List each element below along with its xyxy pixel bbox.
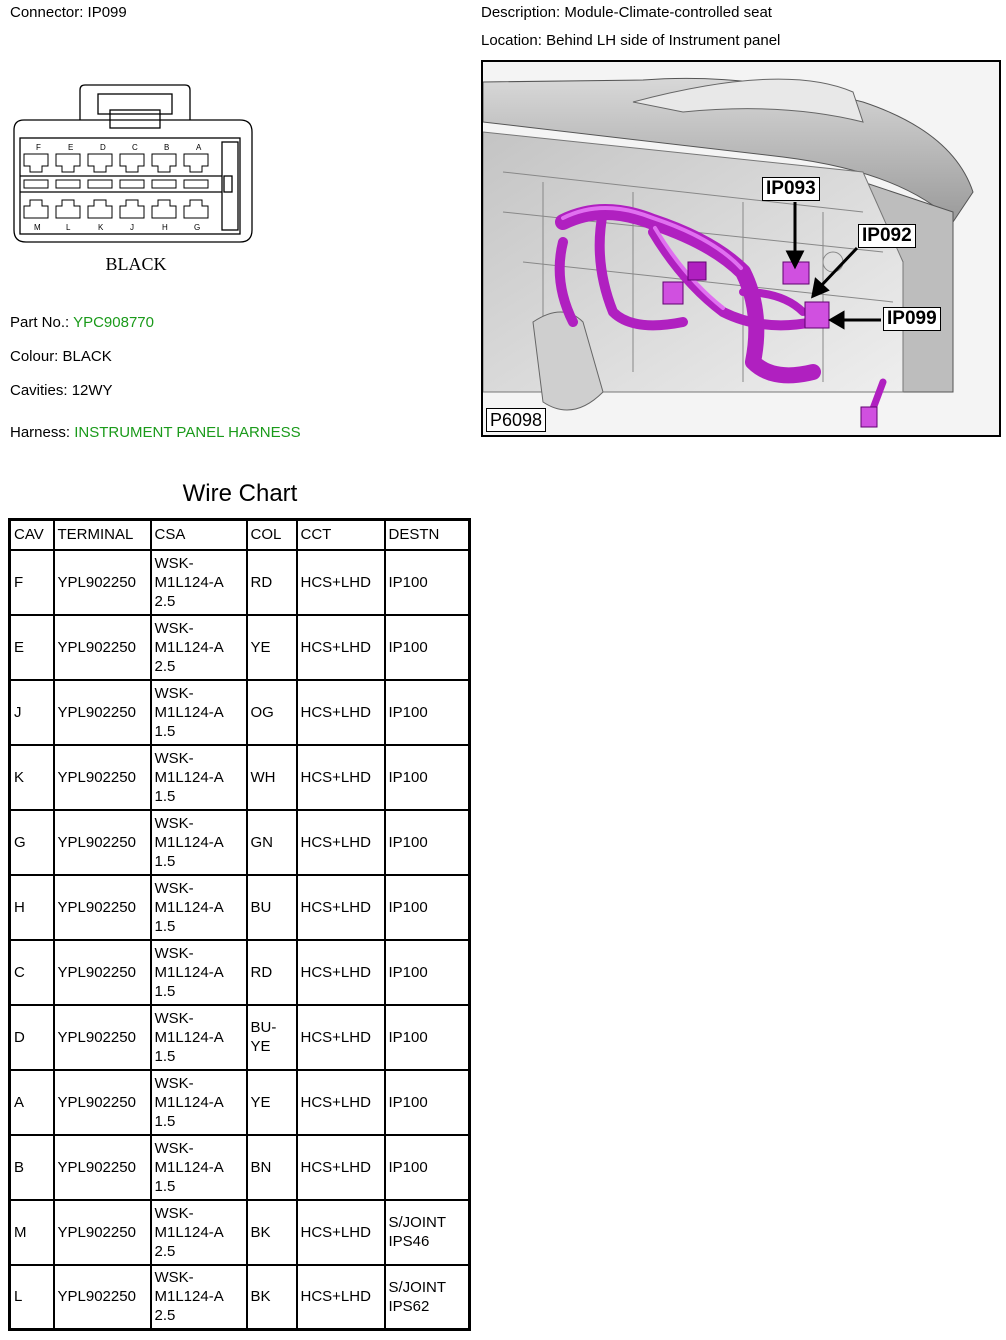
csa-line: M1L124-A: [154, 1223, 224, 1241]
cell-col: OG: [247, 680, 297, 745]
csa-line: 2.5: [154, 1307, 176, 1325]
cell-terminal: YPL902250: [54, 940, 151, 1005]
description-line: [481, 4, 772, 22]
csa-line: 2.5: [154, 592, 176, 610]
header-cct: CCT: [297, 520, 385, 550]
header-terminal: TERMINAL: [54, 520, 151, 550]
cell-cct: HCS+LHD: [297, 1200, 385, 1265]
table-row: [10, 1200, 470, 1265]
pin-letter-top: A: [196, 143, 202, 152]
cell-destn: [385, 810, 470, 875]
cell-cav: J: [10, 680, 54, 745]
part-no-label: Part No.:: [10, 314, 70, 331]
cell-destn: [385, 940, 470, 1005]
destn-line: IP100: [388, 1028, 428, 1046]
destn-line: IPS62: [388, 1297, 430, 1315]
csa-line: M1L124-A: [154, 963, 224, 981]
cell-col: RD: [247, 550, 297, 615]
csa-line: M1L124-A: [154, 898, 224, 916]
csa-line: WSK-: [154, 1139, 194, 1157]
cell-terminal: YPL902250: [54, 615, 151, 680]
pin-letter-top: B: [164, 143, 170, 152]
pin-letter-bottom: L: [66, 223, 71, 232]
csa-line: 2.5: [154, 657, 176, 675]
csa-line: M1L124-A: [154, 1028, 224, 1046]
table-row: [10, 940, 470, 1005]
cavities-label: Cavities:: [10, 382, 68, 399]
header-csa: CSA: [151, 520, 247, 550]
cell-cav: D: [10, 1005, 54, 1070]
cell-cav: E: [10, 615, 54, 680]
destn-line: IP100: [388, 833, 428, 851]
pin-letter-bottom: K: [98, 223, 104, 232]
pin-letter-bottom: J: [130, 223, 134, 232]
cell-destn: [385, 1265, 470, 1330]
cell-terminal: YPL902250: [54, 1070, 151, 1135]
csa-line: 1.5: [154, 1112, 176, 1130]
cell-cav: K: [10, 745, 54, 810]
callout-ip092: IP092: [858, 224, 916, 248]
cell-destn: [385, 1005, 470, 1070]
csa-line: WSK-: [154, 619, 194, 637]
destn-line: S/JOINT: [388, 1278, 447, 1296]
wire-chart-title: Wire Chart: [182, 480, 298, 507]
destn-line: IPS46: [388, 1233, 430, 1250]
description-label: Description:: [481, 4, 561, 21]
connector-line: [10, 4, 127, 22]
header-col: COL: [247, 520, 297, 550]
csa-line: WSK-: [154, 944, 194, 962]
callout-ip093: IP093: [762, 177, 820, 201]
cell-destn: [385, 1135, 470, 1200]
cell-csa: [151, 1200, 247, 1265]
pin-letter-bottom: G: [194, 223, 201, 232]
csa-line: WSK-: [154, 554, 194, 572]
cell-destn: [385, 1070, 470, 1135]
csa-line: 1.5: [154, 852, 176, 870]
harness-link[interactable]: INSTRUMENT PANEL HARNESS: [74, 424, 301, 441]
part-no-link[interactable]: YPC908770: [73, 314, 154, 331]
cell-col: BK: [247, 1200, 297, 1265]
cell-cct: HCS+LHD: [297, 875, 385, 940]
cell-cct: HCS+LHD: [297, 550, 385, 615]
csa-line: M1L124-A: [154, 768, 224, 786]
cell-col: BU- YE: [247, 1005, 297, 1070]
pin-letter-top: D: [100, 143, 106, 152]
cell-terminal: YPL902250: [54, 1005, 151, 1070]
table-row: [10, 810, 470, 875]
cell-csa: [151, 1265, 247, 1330]
cell-csa: [151, 680, 247, 745]
table-row: [10, 680, 470, 745]
cell-destn: [385, 1200, 470, 1265]
table-row: [10, 615, 470, 680]
destn-line: IP100: [388, 1158, 428, 1176]
cell-destn: [385, 550, 470, 615]
destn-line: S/JOINT: [388, 1214, 447, 1231]
cell-col: WH: [247, 745, 297, 810]
csa-line: M1L124-A: [154, 703, 224, 721]
connector-location-photo: [481, 60, 1001, 437]
pin-letter-top: E: [68, 143, 74, 152]
destn-line: IP100: [388, 573, 428, 591]
csa-line: 1.5: [154, 982, 176, 1000]
location-label: Location:: [481, 32, 542, 49]
cell-cav: H: [10, 875, 54, 940]
cell-terminal: YPL902250: [54, 745, 151, 810]
connector-color-label: BLACK: [105, 254, 167, 274]
cell-col: GN: [247, 810, 297, 875]
cell-csa: [151, 1070, 247, 1135]
cell-col: YE: [247, 1070, 297, 1135]
cell-cct: HCS+LHD: [297, 940, 385, 1005]
destn-line: IP100: [388, 963, 428, 981]
cell-destn: [385, 680, 470, 745]
cell-terminal: YPL902250: [54, 1265, 151, 1330]
cell-cav: G: [10, 810, 54, 875]
destn-line: IP100: [388, 898, 428, 916]
csa-line: 1.5: [154, 787, 176, 805]
csa-line: M1L124-A: [154, 1093, 224, 1111]
cell-destn: [385, 615, 470, 680]
location-line: [481, 32, 780, 50]
cell-cct: HCS+LHD: [297, 1135, 385, 1200]
cell-csa: [151, 875, 247, 940]
table-row: [10, 1265, 470, 1330]
destn-line: IP100: [388, 703, 428, 721]
pin-letter-bottom: M: [34, 223, 41, 232]
cell-csa: [151, 810, 247, 875]
cell-cct: HCS+LHD: [297, 680, 385, 745]
pin-letter-top: F: [36, 143, 41, 152]
cell-cav: F: [10, 550, 54, 615]
csa-line: 1.5: [154, 1047, 176, 1065]
connector-face-drawing: [10, 80, 260, 280]
pin-letter-bottom: H: [162, 223, 168, 232]
csa-line: WSK-: [154, 814, 194, 832]
cavities-value: 12WY: [71, 382, 113, 399]
table-row: [10, 1005, 470, 1070]
cell-csa: [151, 745, 247, 810]
csa-line: M1L124-A: [154, 573, 224, 591]
header-cav: CAV: [10, 520, 54, 550]
description-value: Module-Climate-controlled seat: [564, 4, 772, 21]
colour-value: BLACK: [62, 348, 112, 365]
cell-cav: B: [10, 1135, 54, 1200]
wire-chart-body: [10, 550, 470, 1330]
table-header-row: [10, 520, 470, 550]
csa-line: M1L124-A: [154, 1288, 224, 1306]
harness-line: [10, 424, 301, 442]
header-destn: DESTN: [385, 520, 470, 550]
table-row: [10, 1070, 470, 1135]
destn-line: IP100: [388, 638, 428, 656]
wire-chart-table: [8, 518, 471, 1331]
table-row: [10, 1135, 470, 1200]
connector-label: Connector:: [10, 4, 84, 21]
connector-value: IP099: [87, 4, 127, 21]
cell-destn: [385, 745, 470, 810]
cell-csa: [151, 615, 247, 680]
csa-line: WSK-: [154, 1204, 194, 1222]
cavities-line: [10, 382, 113, 400]
destn-line: IP100: [388, 768, 428, 786]
cell-terminal: YPL902250: [54, 550, 151, 615]
cell-destn: [385, 875, 470, 940]
cell-terminal: YPL902250: [54, 680, 151, 745]
cell-col: BN: [247, 1135, 297, 1200]
cell-csa: [151, 1135, 247, 1200]
cell-col: BU: [247, 875, 297, 940]
csa-line: WSK-: [154, 1074, 194, 1092]
cell-cct: HCS+LHD: [297, 1005, 385, 1070]
cell-terminal: YPL902250: [54, 1135, 151, 1200]
cell-csa: [151, 550, 247, 615]
cell-cct: HCS+LHD: [297, 1070, 385, 1135]
colour-line: [10, 348, 112, 366]
cell-cct: HCS+LHD: [297, 615, 385, 680]
cell-col: YE: [247, 615, 297, 680]
cell-cct: HCS+LHD: [297, 1265, 385, 1330]
destn-line: IP100: [388, 1093, 428, 1111]
cell-terminal: YPL902250: [54, 810, 151, 875]
cell-terminal: YPL902250: [54, 1200, 151, 1265]
cell-csa: [151, 1005, 247, 1070]
photo-id-label: P6098: [486, 408, 546, 432]
cell-cct: HCS+LHD: [297, 745, 385, 810]
csa-line: WSK-: [154, 1269, 194, 1287]
csa-line: WSK-: [154, 1009, 194, 1027]
table-row: [10, 550, 470, 615]
csa-line: 1.5: [154, 917, 176, 935]
cell-cav: C: [10, 940, 54, 1005]
cell-csa: [151, 940, 247, 1005]
cell-cav: L: [10, 1265, 54, 1330]
cell-cav: M: [10, 1200, 54, 1265]
csa-line: M1L124-A: [154, 1158, 224, 1176]
callout-ip099: IP099: [883, 307, 941, 331]
csa-line: WSK-: [154, 684, 194, 702]
cell-col: BK: [247, 1265, 297, 1330]
colour-label: Colour:: [10, 348, 59, 365]
csa-line: WSK-: [154, 879, 194, 897]
csa-line: M1L124-A: [154, 638, 224, 656]
table-row: [10, 875, 470, 940]
location-value: Behind LH side of Instrument panel: [546, 32, 781, 49]
pin-letter-top: C: [132, 143, 138, 152]
csa-line: 2.5: [154, 1242, 176, 1260]
csa-line: WSK-: [154, 749, 194, 767]
cell-cct: HCS+LHD: [297, 810, 385, 875]
cell-cav: A: [10, 1070, 54, 1135]
csa-line: 1.5: [154, 1177, 176, 1195]
csa-line: M1L124-A: [154, 833, 224, 851]
cell-terminal: YPL902250: [54, 875, 151, 940]
table-row: [10, 745, 470, 810]
cell-col: RD: [247, 940, 297, 1005]
csa-line: 1.5: [154, 722, 176, 740]
harness-label: Harness:: [10, 424, 71, 441]
part-no-line: [10, 314, 154, 332]
